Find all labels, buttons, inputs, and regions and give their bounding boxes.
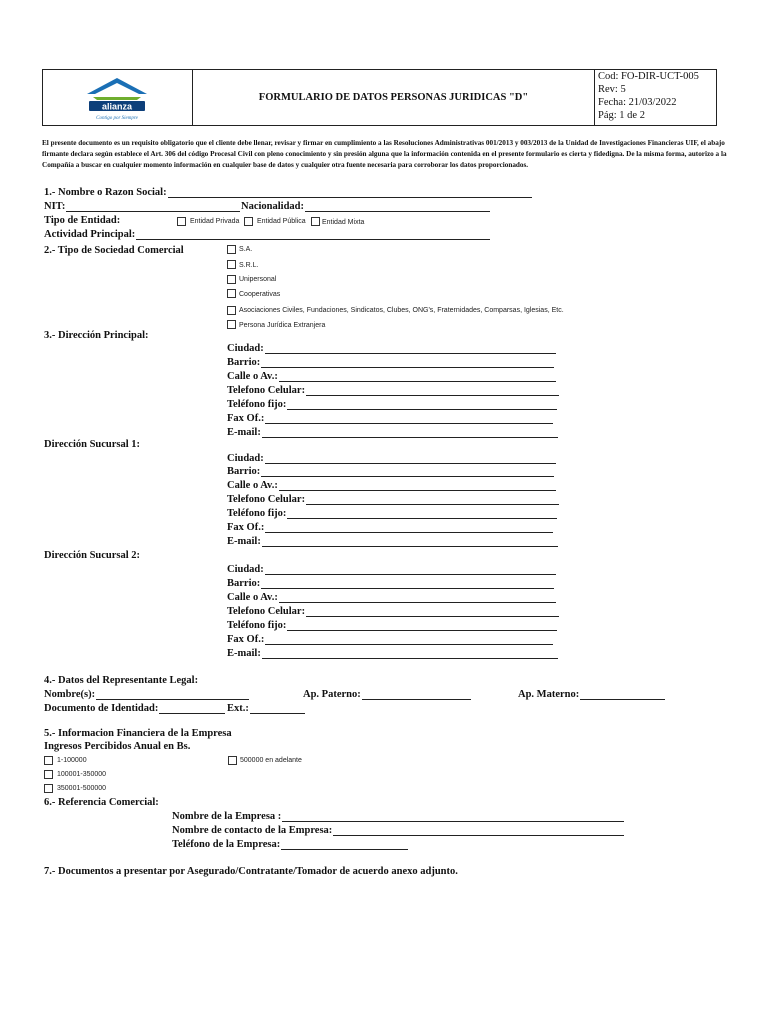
intro-paragraph: El presente documento es un requisito obligatorio que el cliente debe llenar, revisar y firmar en cumplimiento a las Resoluciones Administrativas 001/2013 y 003/2013 de la Unidad de Investigaciones Financieras UIF, el abajo firmante declara según establece el Art. 306 del código Procesal Civil con pleno conocimiento y sin presión alguna que la información contenida en el presente formulario es cierta y fidedigna. De la misma forma, autorizo a la Compañía a buscar en cualquier momento información en cualquier base de datos y cualquier otra fuente necesaria para corroborar los datos proporcionados. bbox=[42, 139, 727, 169]
principal-fijo-label: Teléfono fijo: bbox=[227, 399, 287, 410]
srl-label: S.R.L. bbox=[239, 262, 259, 269]
company-logo bbox=[43, 70, 192, 125]
logo-cell bbox=[43, 70, 193, 125]
doc-rev: Rev: 5 bbox=[598, 84, 626, 95]
direccion-principal-title: 3.- Dirección Principal: bbox=[44, 330, 149, 341]
asociaciones-label: Asociaciones Civiles, Fundaciones, Sindicatos, Clubes, ONG's, Fraternidades, Comparsas, Iglesias, Etc. bbox=[239, 307, 564, 314]
cooperativas-checkbox[interactable] bbox=[227, 289, 236, 298]
principal-fax-label: Fax Of.: bbox=[227, 413, 265, 424]
ap-paterno-label: Ap. Paterno: bbox=[303, 689, 361, 700]
sucursal2-barrio-label: Barrio: bbox=[227, 578, 261, 589]
entidad-privada-checkbox[interactable] bbox=[177, 217, 186, 226]
referencia-title: 6.- Referencia Comercial: bbox=[44, 797, 159, 808]
ref-telefono-field[interactable] bbox=[172, 839, 408, 850]
sucursal1-email-field[interactable] bbox=[227, 536, 558, 547]
representante-title: 4.- Datos del Representante Legal: bbox=[44, 675, 199, 686]
range-1-checkbox[interactable] bbox=[44, 756, 53, 765]
documento-label: Documento de Identidad: bbox=[44, 703, 159, 714]
sucursal1-fax-label: Fax Of.: bbox=[227, 522, 265, 533]
entidad-publica-checkbox[interactable] bbox=[244, 217, 253, 226]
nacionalidad-label: Nacionalidad: bbox=[241, 201, 305, 212]
nombres-label: Nombre(s): bbox=[44, 689, 96, 700]
sucursal1-fax-field[interactable] bbox=[227, 522, 553, 533]
ingresos-subtitle: Ingresos Percibidos Anual en Bs. bbox=[44, 741, 191, 752]
doc-code: Cod: FO-DIR-UCT-005 bbox=[598, 71, 699, 82]
sucursal1-barrio-label: Barrio: bbox=[227, 466, 261, 477]
sucursal2-calle-field[interactable] bbox=[227, 592, 556, 603]
sa-checkbox[interactable] bbox=[227, 245, 236, 254]
sucursal1-calle-field[interactable] bbox=[227, 480, 556, 491]
tipo-entidad-label: Tipo de Entidad: bbox=[44, 215, 121, 226]
razon-social-field[interactable] bbox=[44, 187, 532, 198]
unipersonal-label: Unipersonal bbox=[239, 276, 277, 283]
ref-telefono-label: Teléfono de la Empresa: bbox=[172, 839, 281, 850]
nit-label: NIT: bbox=[44, 201, 66, 212]
tipo-sociedad-title: 2.- Tipo de Sociedad Comercial bbox=[44, 245, 184, 256]
principal-barrio-label: Barrio: bbox=[227, 357, 261, 368]
range-4-checkbox[interactable] bbox=[228, 756, 237, 765]
principal-barrio-field[interactable] bbox=[227, 357, 554, 368]
cooperativas-label: Cooperativas bbox=[239, 291, 281, 298]
sucursal2-barrio-field[interactable] bbox=[227, 578, 554, 589]
sucursal2-celular-field[interactable] bbox=[227, 606, 559, 617]
principal-email-label: E-mail: bbox=[227, 427, 261, 438]
sucursal2-fijo-label: Teléfono fijo: bbox=[227, 620, 287, 631]
ap-paterno-field[interactable] bbox=[303, 689, 471, 700]
sucursal1-barrio-field[interactable] bbox=[227, 466, 554, 477]
form-title: FORMULARIO DE DATOS PERSONAS JURIDICAS "D" bbox=[258, 92, 529, 103]
actividad-label: Actividad Principal: bbox=[44, 229, 136, 240]
nacionalidad-field[interactable] bbox=[241, 201, 490, 212]
logo-name: alianza bbox=[101, 101, 133, 112]
principal-ciudad-label: Ciudad: bbox=[227, 343, 264, 354]
ap-materno-field[interactable] bbox=[518, 689, 665, 700]
sucursal2-calle-label: Calle o Av.: bbox=[227, 592, 278, 603]
principal-celular-label: Telefono Celular: bbox=[227, 385, 306, 396]
principal-celular-field[interactable] bbox=[227, 385, 559, 396]
persona-extranjera-label: Persona Jurídica Extranjera bbox=[239, 322, 326, 329]
documento-field[interactable] bbox=[44, 703, 225, 714]
sucursal1-title: Dirección Sucursal 1: bbox=[44, 439, 141, 450]
sucursal1-celular-label: Telefono Celular: bbox=[227, 494, 306, 505]
sucursal1-ciudad-field[interactable] bbox=[227, 453, 556, 464]
ref-contacto-field[interactable] bbox=[172, 825, 624, 836]
razon-social-label: 1.- Nombre o Razon Social: bbox=[44, 187, 167, 198]
sucursal1-email-label: E-mail: bbox=[227, 536, 261, 547]
principal-calle-field[interactable] bbox=[227, 371, 556, 382]
range-2-label: 100001-350000 bbox=[57, 771, 107, 778]
entidad-mixta-checkbox[interactable] bbox=[311, 217, 320, 226]
doc-page: Pág: 1 de 2 bbox=[598, 110, 645, 121]
sucursal1-fijo-label: Teléfono fijo: bbox=[227, 508, 287, 519]
srl-checkbox[interactable] bbox=[227, 260, 236, 269]
principal-email-field[interactable] bbox=[227, 427, 558, 438]
sucursal2-email-label: E-mail: bbox=[227, 648, 261, 659]
range-1-label: 1-100000 bbox=[57, 757, 87, 764]
documentos-title: 7.- Documentos a presentar por Asegurado/Contratante/Tomador de acuerdo anexo adjunto. bbox=[44, 866, 458, 877]
sucursal1-ciudad-label: Ciudad: bbox=[227, 453, 264, 464]
ref-empresa-field[interactable] bbox=[172, 811, 624, 822]
sucursal1-calle-label: Calle o Av.: bbox=[227, 480, 278, 491]
sa-label: S.A. bbox=[239, 246, 253, 253]
ext-field[interactable] bbox=[227, 703, 305, 714]
range-3-label: 350001-500000 bbox=[57, 785, 107, 792]
sucursal2-title: Dirección Sucursal 2: bbox=[44, 550, 141, 561]
doc-date: Fecha: 21/03/2022 bbox=[598, 97, 677, 108]
logo-roof-mark bbox=[87, 78, 147, 94]
asociaciones-checkbox[interactable] bbox=[227, 306, 236, 315]
sucursal2-ciudad-field[interactable] bbox=[227, 564, 556, 575]
ext-label: Ext.: bbox=[227, 703, 249, 714]
ref-contacto-label: Nombre de contacto de la Empresa: bbox=[172, 825, 333, 836]
sucursal2-fijo-field[interactable] bbox=[227, 620, 557, 631]
sucursal1-celular-field[interactable] bbox=[227, 494, 559, 505]
form-header bbox=[42, 69, 717, 126]
entidad-mixta-label: Entidad Mixta bbox=[322, 219, 365, 226]
document-meta bbox=[594, 70, 717, 125]
sucursal2-celular-label: Telefono Celular: bbox=[227, 606, 306, 617]
range-4-label: 500000 en adelante bbox=[240, 757, 302, 764]
principal-calle-label: Calle o Av.: bbox=[227, 371, 278, 382]
sucursal2-email-field[interactable] bbox=[227, 648, 558, 659]
sucursal2-fax-label: Fax Of.: bbox=[227, 634, 265, 645]
persona-extranjera-checkbox[interactable] bbox=[227, 320, 236, 329]
actividad-field[interactable] bbox=[44, 229, 490, 240]
range-3-checkbox[interactable] bbox=[44, 784, 53, 793]
ap-materno-label: Ap. Materno: bbox=[518, 689, 580, 700]
nombres-field[interactable] bbox=[44, 689, 249, 700]
nit-field[interactable] bbox=[44, 201, 240, 212]
financiera-title: 5.- Informacion Financiera de la Empresa bbox=[44, 728, 232, 739]
entidad-privada-label: Entidad Privada bbox=[190, 218, 240, 225]
entidad-publica-label: Entidad Pública bbox=[257, 218, 306, 225]
principal-ciudad-field[interactable] bbox=[227, 343, 556, 354]
logo-tagline: Contigo por Siempre bbox=[96, 116, 138, 121]
sucursal2-ciudad-label: Ciudad: bbox=[227, 564, 264, 575]
range-2-checkbox[interactable] bbox=[44, 770, 53, 779]
principal-fax-field[interactable] bbox=[227, 413, 553, 424]
ref-empresa-label: Nombre de la Empresa : bbox=[172, 811, 282, 822]
sucursal1-fijo-field[interactable] bbox=[227, 508, 557, 519]
logo-stripe-mark bbox=[93, 97, 141, 100]
unipersonal-checkbox[interactable] bbox=[227, 275, 236, 284]
sucursal2-fax-field[interactable] bbox=[227, 634, 553, 645]
principal-fijo-field[interactable] bbox=[227, 399, 557, 410]
